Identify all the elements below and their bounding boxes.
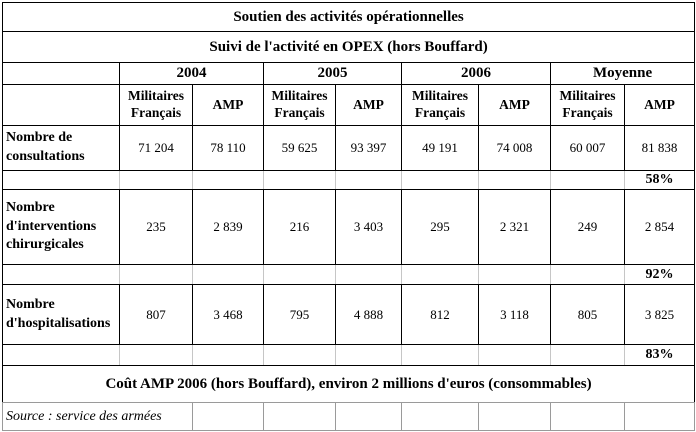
value-cell: 4 888 bbox=[336, 285, 402, 345]
empty-cell bbox=[336, 403, 402, 431]
value-cell: 295 bbox=[402, 190, 479, 265]
empty-cell bbox=[479, 403, 551, 431]
empty-cell bbox=[120, 265, 193, 285]
table-title: Soutien des activités opérationnelles bbox=[3, 3, 695, 32]
empty-cell bbox=[402, 171, 479, 190]
data-row-consultations bbox=[3, 126, 695, 171]
empty-cell bbox=[193, 403, 264, 431]
year-header-2005: 2005 bbox=[264, 63, 402, 85]
empty-cell bbox=[3, 265, 120, 285]
value-cell: 216 bbox=[264, 190, 336, 265]
empty-cell bbox=[402, 345, 479, 366]
empty-cell bbox=[193, 345, 264, 366]
source-note: Source : service des armées bbox=[3, 403, 193, 431]
percent-row-interventions bbox=[3, 265, 695, 285]
subtitle-row bbox=[3, 32, 695, 63]
corner-cell bbox=[3, 85, 120, 126]
value-cell: 249 bbox=[551, 190, 625, 265]
empty-cell bbox=[264, 345, 336, 366]
empty-cell bbox=[479, 265, 551, 285]
year-header-moyenne: Moyenne bbox=[551, 63, 695, 85]
year-header-2004: 2004 bbox=[120, 63, 264, 85]
value-cell: 3 403 bbox=[336, 190, 402, 265]
col-header-mf-2005: Militaires Français bbox=[264, 85, 336, 126]
empty-cell bbox=[120, 345, 193, 366]
empty-cell bbox=[120, 171, 193, 190]
data-row-interventions bbox=[3, 190, 695, 265]
percent-row-hospitalisations bbox=[3, 345, 695, 366]
value-cell: 3 825 bbox=[625, 285, 695, 345]
value-cell: 807 bbox=[120, 285, 193, 345]
year-header-row bbox=[3, 63, 695, 85]
empty-cell bbox=[625, 403, 695, 431]
row-label-interventions: Nombre d'interventions chirurgicales bbox=[3, 190, 120, 265]
empty-cell bbox=[193, 265, 264, 285]
value-cell: 3 468 bbox=[193, 285, 264, 345]
empty-cell bbox=[336, 345, 402, 366]
data-row-hospitalisations bbox=[3, 285, 695, 345]
source-row bbox=[3, 403, 695, 431]
value-cell: 71 204 bbox=[120, 126, 193, 171]
empty-cell bbox=[336, 265, 402, 285]
value-cell: 49 191 bbox=[402, 126, 479, 171]
empty-cell bbox=[3, 171, 120, 190]
value-cell: 81 838 bbox=[625, 126, 695, 171]
value-cell: 2 839 bbox=[193, 190, 264, 265]
empty-cell bbox=[479, 171, 551, 190]
empty-cell bbox=[551, 265, 625, 285]
empty-cell bbox=[336, 171, 402, 190]
empty-cell bbox=[402, 403, 479, 431]
empty-cell bbox=[264, 171, 336, 190]
value-cell: 812 bbox=[402, 285, 479, 345]
empty-cell bbox=[551, 403, 625, 431]
activity-table bbox=[2, 2, 695, 431]
percent-value-consultations: 58% bbox=[625, 171, 695, 190]
value-cell: 74 008 bbox=[479, 126, 551, 171]
empty-cell bbox=[264, 265, 336, 285]
col-header-amp-2005: AMP bbox=[336, 85, 402, 126]
empty-cell bbox=[479, 345, 551, 366]
row-label-hospitalisations: Nombre d'hospitalisations bbox=[3, 285, 120, 345]
value-cell: 93 397 bbox=[336, 126, 402, 171]
value-cell: 78 110 bbox=[193, 126, 264, 171]
empty-cell bbox=[264, 403, 336, 431]
col-header-mf-moyenne: Militaires Français bbox=[551, 85, 625, 126]
value-cell: 2 854 bbox=[625, 190, 695, 265]
percent-row-consultations bbox=[3, 171, 695, 190]
value-cell: 235 bbox=[120, 190, 193, 265]
table-subtitle: Suivi de l'activité en OPEX (hors Bouffard) bbox=[3, 32, 695, 63]
col-header-amp-moyenne: AMP bbox=[625, 85, 695, 126]
value-cell: 2 321 bbox=[479, 190, 551, 265]
col-header-mf-2006: Militaires Français bbox=[402, 85, 479, 126]
cost-note-row bbox=[3, 366, 695, 403]
corner-cell bbox=[3, 63, 120, 85]
value-cell: 59 625 bbox=[264, 126, 336, 171]
row-label-consultations: Nombre de consultations bbox=[3, 126, 120, 171]
title-row bbox=[3, 3, 695, 32]
cost-note: Coût AMP 2006 (hors Bouffard), environ 2 millions d'euros (consommables) bbox=[3, 366, 695, 403]
value-cell: 60 007 bbox=[551, 126, 625, 171]
col-header-amp-2004: AMP bbox=[193, 85, 264, 126]
year-header-2006: 2006 bbox=[402, 63, 551, 85]
value-cell: 3 118 bbox=[479, 285, 551, 345]
col-header-mf-2004: Militaires Français bbox=[120, 85, 193, 126]
empty-cell bbox=[3, 345, 120, 366]
percent-value-interventions: 92% bbox=[625, 265, 695, 285]
empty-cell bbox=[551, 345, 625, 366]
subheader-row bbox=[3, 85, 695, 126]
value-cell: 795 bbox=[264, 285, 336, 345]
value-cell: 805 bbox=[551, 285, 625, 345]
empty-cell bbox=[551, 171, 625, 190]
empty-cell bbox=[402, 265, 479, 285]
col-header-amp-2006: AMP bbox=[479, 85, 551, 126]
percent-value-hospitalisations: 83% bbox=[625, 345, 695, 366]
empty-cell bbox=[193, 171, 264, 190]
